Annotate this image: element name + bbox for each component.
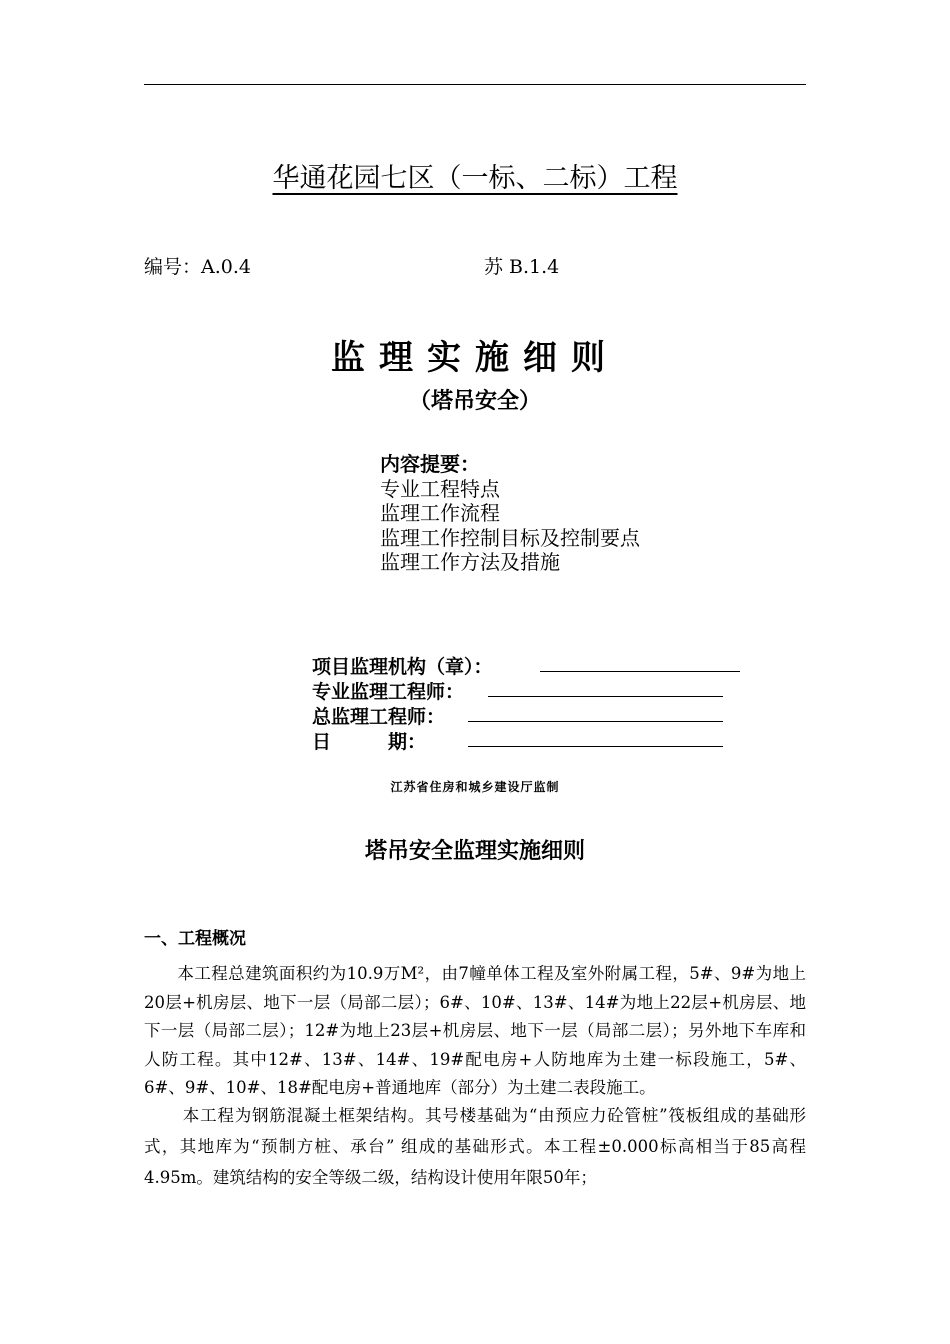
document-code: 编号：A.0.4	[144, 256, 251, 278]
summary-item: 监理工作控制目标及控制要点	[380, 525, 640, 550]
top-rule	[144, 84, 806, 85]
summary-item: 监理工作流程	[380, 501, 500, 525]
overview-paragraph: 本工程总建筑面积约为10.9万M²，由7幢单体工程及室外附属工程，5#、9#为地上20层+机房层、地下一层（局部二层）；6#、10#、13#、14#为地上22层+机房层、地下一层（局部二层）；12#为地上23层+机房层、地下一层（局部二层）；另外地下车库和人防工程。其中12#、13#、14#、19#配电房+人防地库为土建一标段施工，5#、6#、9#、10#、18#配电房+普通地库（部分）为土建二表段施工。	[144, 964, 806, 1097]
signature-agency-line[interactable]	[540, 671, 740, 672]
summary-block	[380, 452, 640, 575]
document-title: 监理实施细则	[331, 338, 619, 378]
signature-chief-label: 总监理工程师：	[312, 706, 446, 728]
signature-engineer-line[interactable]	[488, 696, 723, 697]
signature-engineer-label: 专业监理工程师：	[312, 681, 465, 703]
summary-item: 专业工程特点	[380, 476, 500, 501]
summary-item: 监理工作方法及措施	[380, 550, 560, 574]
signature-chief-line[interactable]	[468, 721, 723, 722]
summary-heading: 内容提要：	[380, 452, 480, 476]
signature-date-line[interactable]	[468, 746, 723, 747]
signature-agency-label: 项目监理机构（章）：	[312, 656, 493, 678]
body-title: 塔吊安全监理实施细则	[364, 839, 585, 864]
structure-paragraph: 本工程为钢筋混凝土框架结构。其号楼基础为“由预应力砼管桩”筏板组成的基础形式，其地库为“预制方桩、承台” 组成的基础形式。本工程±0.000标高相当于85高程4.95m。建筑结构的安全等级二级，结构设计使用年限50年；	[144, 1106, 806, 1187]
project-title: 华通花园七区（一标、二标）工程	[272, 163, 678, 194]
issuer-note: 江苏省住房和城乡建设厅监制	[390, 780, 560, 794]
document-subtitle: （塔吊安全）	[408, 389, 541, 414]
form-code: 苏 B.1.4	[484, 256, 560, 278]
signature-date-label: 日 期：	[312, 731, 427, 753]
section-title: 一、工程概况	[144, 929, 246, 949]
